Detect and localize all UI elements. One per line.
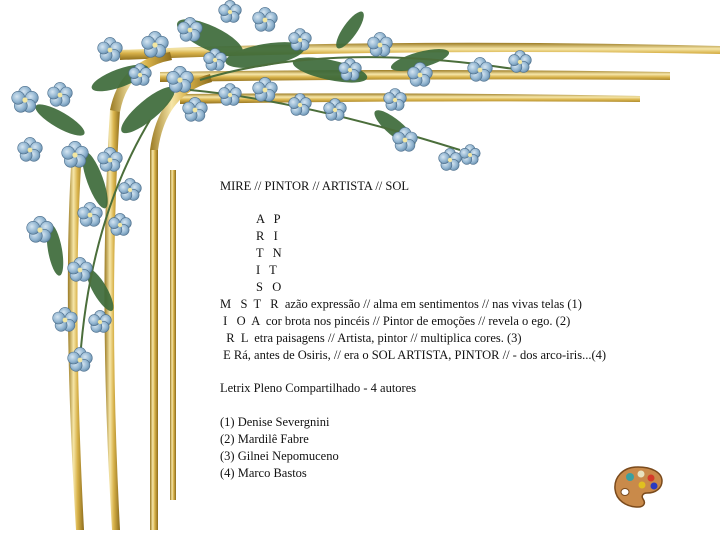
forget-me-not-flower xyxy=(78,202,103,226)
author-item: (1) Denise Severgnini xyxy=(220,415,330,429)
forget-me-not-flower xyxy=(219,0,242,22)
forget-me-not-flower xyxy=(98,37,123,61)
forget-me-not-flower xyxy=(219,84,242,106)
forget-me-not-flower xyxy=(253,77,278,101)
acrostic-letters xyxy=(256,211,283,296)
forget-me-not-flower xyxy=(439,148,462,170)
verse-line: I O A cor brota nos pincéis // Pintor de emoções // revela o ego. (2) xyxy=(220,314,571,328)
author-item: (3) Gilnei Nepomuceno xyxy=(220,449,339,463)
author-item: (2) Mardilê Fabre xyxy=(220,432,309,446)
acrostic-row: T N xyxy=(256,246,283,260)
poem-verses xyxy=(220,296,606,364)
forget-me-not-flower xyxy=(18,137,43,161)
forget-me-not-flower xyxy=(368,32,393,56)
forget-me-not-flower xyxy=(27,216,54,242)
acrostic-row: A P xyxy=(256,212,282,226)
forget-me-not-flower xyxy=(12,86,39,112)
forget-me-not-flower xyxy=(468,57,493,81)
forget-me-not-flower xyxy=(289,29,312,51)
paint-palette-icon xyxy=(612,464,664,510)
forget-me-not-flower xyxy=(98,147,123,171)
forget-me-not-flower xyxy=(62,141,89,167)
gold-ribbon-frame xyxy=(68,43,720,530)
forget-me-not-flower xyxy=(48,82,73,106)
forget-me-not-flower xyxy=(119,178,142,200)
verse-line: M S T R azão expressão // alma em sentimentos // nas vivas telas (1) xyxy=(220,297,582,311)
forget-me-not-flower xyxy=(253,7,278,31)
author-item: (4) Marco Bastos xyxy=(220,466,307,480)
verse-line: R L etra paisagens // Artista, pintor // multiplica cores. (3) xyxy=(220,331,522,345)
acrostic-row: I T xyxy=(256,263,278,277)
acrostic-row: R I xyxy=(256,229,279,243)
forget-me-not-flower xyxy=(167,66,194,92)
forget-me-not-flower xyxy=(460,145,480,165)
forget-me-not-flower xyxy=(339,59,362,81)
forget-me-not-flower xyxy=(509,51,532,73)
forget-me-not-flower xyxy=(142,31,169,57)
credit-line: Letrix Pleno Compartilhado - 4 autores xyxy=(220,381,417,395)
verse-line: E Rá, antes de Osiris, // era o SOL ARTISTA, PINTOR // - dos arco-iris...(4) xyxy=(220,348,607,362)
author-list xyxy=(220,414,339,482)
acrostic-row: S O xyxy=(256,280,283,294)
forget-me-not-flower xyxy=(384,89,407,111)
poem-title: MIRE // PINTOR // ARTISTA // SOL xyxy=(220,179,410,193)
